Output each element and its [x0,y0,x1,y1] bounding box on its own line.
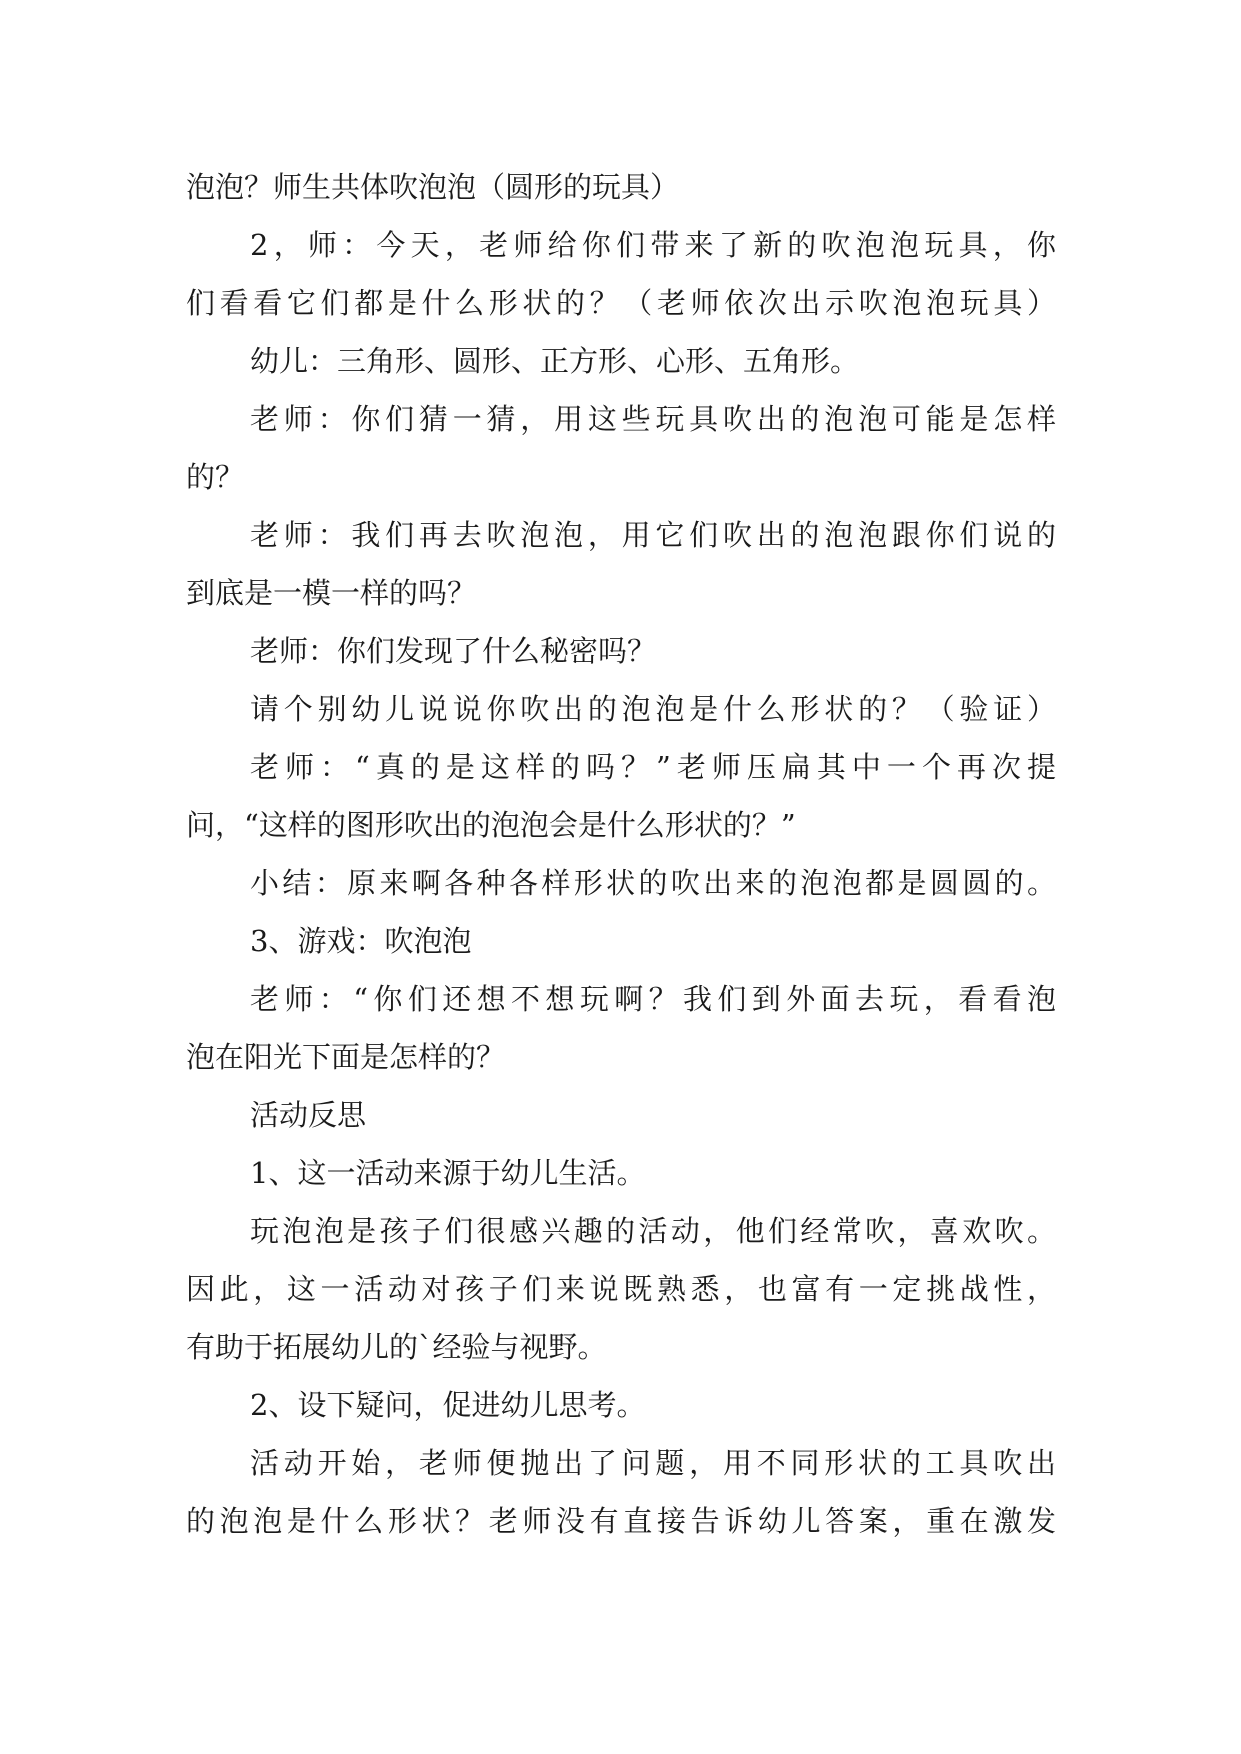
text-line: 3、游戏：吹泡泡 [250,924,472,958]
text-line: 到底是一模一样的吗？ [186,576,477,610]
text-line: 2、设下疑问，促进幼儿思考。 [250,1388,646,1422]
section-heading: 活动反思 [250,1098,367,1132]
text-line: 老师：我们再去吹泡泡，用它们吹出的泡泡跟你们说的 [250,518,1056,552]
text-line: 的泡泡是什么形状？老师没有直接告诉幼儿答案，重在激发 [186,1504,1056,1538]
text-line: 1、这一活动来源于幼儿生活。 [250,1156,646,1190]
text-line: 问，“这样的图形吹出的泡泡会是什么形状的？” [186,808,796,842]
text-line: 玩泡泡是孩子们很感兴趣的活动，他们经常吹，喜欢吹。 [250,1214,1056,1248]
text-line: 请个别幼儿说说你吹出的泡泡是什么形状的？（验证） [250,692,1056,726]
text-line: 老师：你们发现了什么秘密吗？ [250,634,657,668]
text-line: 活动开始，老师便抛出了问题，用不同形状的工具吹出 [250,1446,1056,1480]
document-body [186,158,1056,1550]
text-line: 有助于拓展幼儿的`经验与视野。 [186,1330,607,1364]
text-line: 2，师：今天，老师给你们带来了新的吹泡泡玩具，你 [250,228,1056,262]
text-line: 幼儿：三角形、圆形、正方形、心形、五角形。 [250,344,860,378]
text-line: 因此，这一活动对孩子们来说既熟悉，也富有一定挑战性， [186,1272,1056,1306]
text-line: 老师：“真的是这样的吗？”老师压扁其中一个再次提 [250,750,1056,784]
text-line: 老师：你们猜一猜，用这些玩具吹出的泡泡可能是怎样 [250,402,1056,436]
text-line: 小结：原来啊各种各样形状的吹出来的泡泡都是圆圆的。 [250,866,1056,900]
text-line: 泡泡？师生共体吹泡泡（圆形的玩具） [186,170,680,204]
text-line: 们看看它们都是什么形状的？（老师依次出示吹泡泡玩具） [186,286,1056,320]
text-line: 的？ [186,460,245,494]
text-line: 泡在阳光下面是怎样的？ [186,1040,506,1074]
text-line: 老师：“你们还想不想玩啊？我们到外面去玩，看看泡 [250,982,1056,1016]
